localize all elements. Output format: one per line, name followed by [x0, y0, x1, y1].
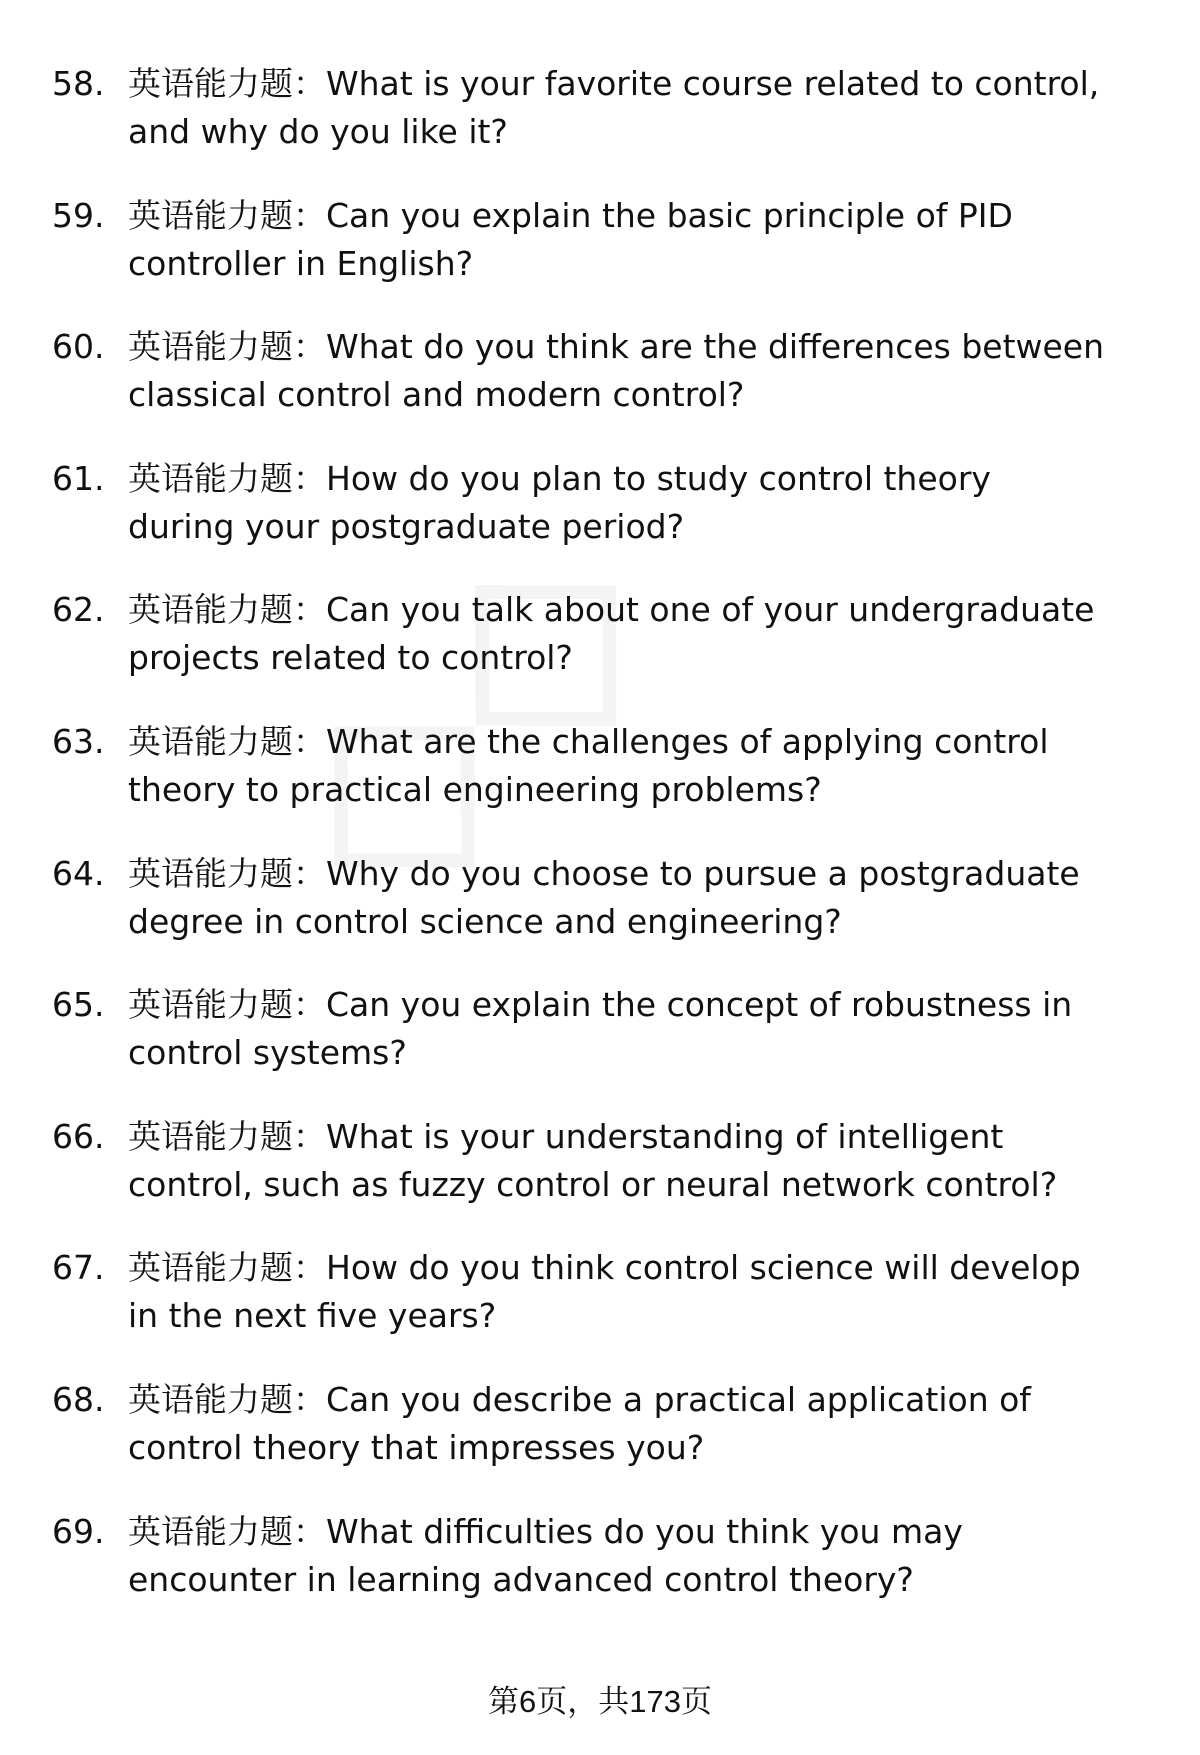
question-category: 英语能力题： — [128, 195, 326, 235]
question-category: 英语能力题： — [128, 1380, 326, 1419]
question-number: 62. — [52, 590, 105, 630]
question-text — [128, 1376, 1188, 1472]
question-number: 69. — [52, 1511, 105, 1551]
question-text — [128, 586, 1188, 682]
question-category: 英语能力题： — [128, 1511, 326, 1551]
question-line: Can you explain the concept of robustness in — [326, 985, 1073, 1025]
question-number: 64. — [52, 853, 105, 893]
question-line: controller in English? — [128, 243, 474, 283]
question-text — [128, 718, 1188, 814]
question-line: projects related to control? — [128, 638, 573, 678]
question-line: control, such as fuzzy control or neural network control? — [128, 1164, 1058, 1204]
question-line: How do you think control science will develop — [326, 1248, 1081, 1288]
question-line: What difficulties do you think you may — [326, 1511, 963, 1551]
question-text — [128, 192, 1188, 288]
question-number: 66. — [52, 1116, 105, 1156]
question-line: How do you plan to study control theory — [326, 458, 991, 498]
question-line: What do you think are the differences between — [326, 327, 1105, 367]
question-category: 英语能力题： — [128, 64, 326, 103]
question-number: 63. — [52, 722, 105, 761]
question-category: 英语能力题： — [128, 853, 326, 893]
question-text — [128, 60, 1188, 156]
question-line: during your postgraduate period? — [128, 506, 685, 546]
question-line: Can you talk about one of your undergraduate — [326, 590, 1095, 630]
question-line: Why do you choose to pursue a postgraduate — [326, 853, 1080, 893]
question-line: Can you explain the basic principle of PID — [326, 195, 1013, 235]
question-text — [128, 1113, 1188, 1209]
question-line: What is your favorite course related to control, — [326, 64, 1100, 103]
question-number: 60. — [52, 327, 105, 367]
question-line: encounter in learning advanced control theory? — [128, 1559, 914, 1599]
question-line: control theory that impresses you? — [128, 1428, 705, 1467]
question-category: 英语能力题： — [128, 1116, 326, 1156]
question-line: Can you describe a practical application of — [326, 1380, 1031, 1419]
question-category: 英语能力题： — [128, 1248, 326, 1288]
question-line: control systems? — [128, 1033, 407, 1073]
question-category: 英语能力题： — [128, 722, 326, 761]
question-number: 59. — [52, 195, 105, 235]
question-number: 65. — [52, 985, 105, 1025]
question-line: theory to practical engineering problems? — [128, 770, 822, 809]
question-text — [128, 981, 1188, 1077]
question-line: degree in control science and engineering? — [128, 901, 842, 941]
question-text — [128, 1508, 1188, 1604]
question-line: classical control and modern control? — [128, 375, 745, 415]
question-text — [128, 1244, 1188, 1340]
question-number: 68. — [52, 1380, 105, 1419]
question-line: What is your understanding of intelligent — [326, 1116, 1004, 1156]
question-number: 67. — [52, 1248, 105, 1288]
question-category: 英语能力题： — [128, 590, 326, 630]
question-text — [128, 323, 1188, 419]
question-line: What are the challenges of applying control — [326, 722, 1049, 761]
question-category: 英语能力题： — [128, 458, 326, 498]
question-category: 英语能力题： — [128, 327, 326, 367]
question-text — [128, 850, 1188, 946]
question-text — [128, 455, 1188, 551]
question-line: in the next five years? — [128, 1296, 497, 1336]
question-category: 英语能力题： — [128, 985, 326, 1025]
question-number: 58. — [52, 64, 105, 103]
page-number: 第6页，共173页 — [488, 1684, 712, 1719]
question-line: and why do you like it? — [128, 112, 508, 151]
question-number: 61. — [52, 458, 105, 498]
